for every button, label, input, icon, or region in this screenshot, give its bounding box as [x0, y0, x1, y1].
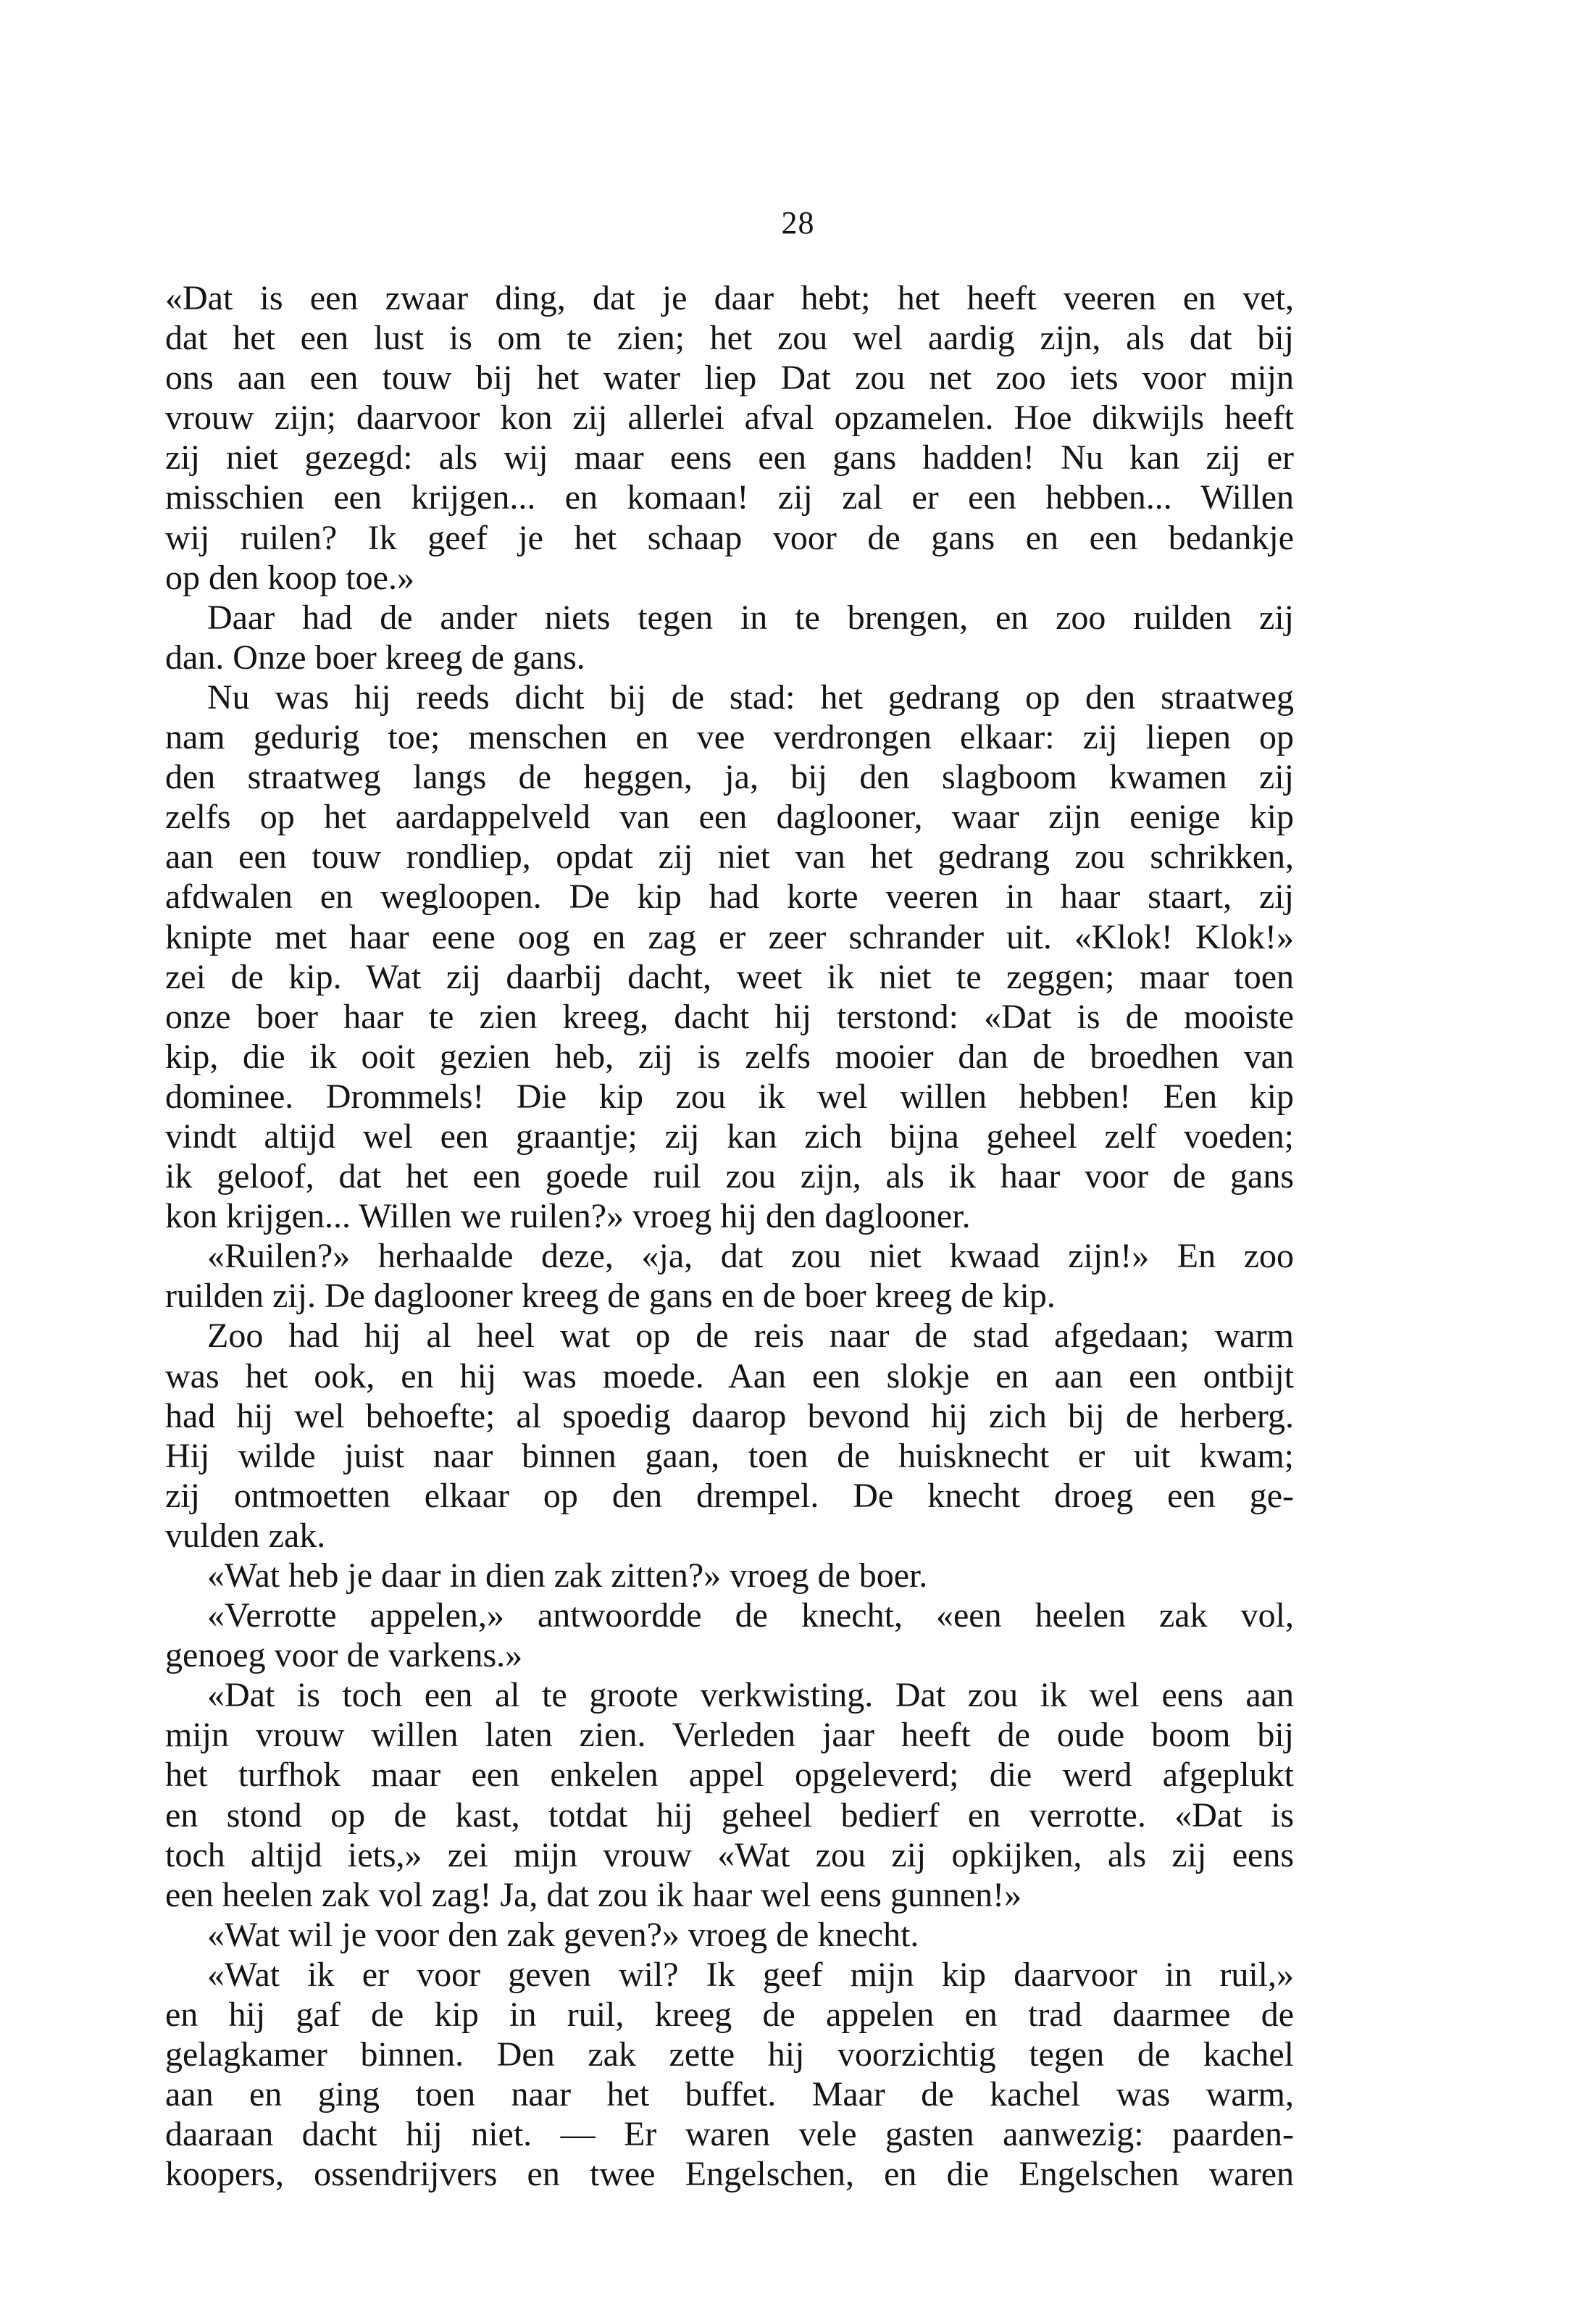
text-line: «Dat is toch een al te groote verkwisting. Dat zou ik wel eens aan	[207, 1676, 1294, 1715]
text-line: het turfhok maar een enkelen appel opgeleverd; die werd afgeplukt	[165, 1756, 1294, 1795]
text-line: dominee. Drommels! Die kip zou ik wel willen hebben! Een kip	[165, 1077, 1294, 1116]
text-line: en hij gaf de kip in ruil, kreeg de appelen en trad daarmee de	[165, 1995, 1294, 2035]
text-line: «Dat is een zwaar ding, dat je daar hebt; het heeft veeren en vet,	[165, 279, 1294, 317]
text-line: aan een touw rondliep, opdat zij niet van het gedrang zou schrikken,	[165, 838, 1294, 877]
text-line: afdwalen en wegloopen. De kip had korte veeren in haar staart, zij	[165, 877, 1294, 917]
text-line: vrouw zijn; daarvoor kon zij allerlei afval opzamelen. Hoe dikwijls heeft	[165, 399, 1294, 438]
text-line: een heelen zak vol zag! Ja, dat zou ik haar wel eens gunnen!»	[165, 1875, 1022, 1914]
text-line: Daar had de ander niets tegen in te brengen, en zoo ruilden zij	[207, 598, 1294, 637]
text-line: «Verrotte appelen,» antwoordde de knecht, «een heelen zak vol,	[207, 1596, 1294, 1635]
text-line: op den koop toe.»	[165, 558, 414, 597]
text-line: was het ook, en hij was moede. Aan een slokje en aan een ontbijt	[165, 1356, 1294, 1395]
page-number: 28	[781, 205, 815, 241]
text-line: mijn vrouw willen laten zien. Verleden jaar heeft de oude boom bij	[165, 1716, 1294, 1755]
text-line: aan en ging toen naar het buffet. Maar de kachel was warm,	[165, 2075, 1294, 2114]
text-line: vindt altijd wel een graantje; zij kan zich bijna geheel zelf voeden;	[165, 1117, 1294, 1156]
text-line: misschien een krijgen... en komaan! zij zal er een hebben... Willen	[165, 478, 1294, 517]
text-line: zij niet gezegd: als wij maar eens een gans hadden! Nu kan zij er	[165, 438, 1294, 477]
text-line: dat het een lust is om te zien; het zou wel aardig zijn, als dat bij	[165, 319, 1294, 358]
body-text	[165, 278, 1294, 2195]
text-line: Zoo had hij al heel wat op de reis naar de stad afgedaan; warm	[207, 1317, 1294, 1356]
text-line: onze boer haar te zien kreeg, dacht hij terstond: «Dat is de mooiste	[165, 997, 1294, 1036]
text-line: genoeg voor de varkens.»	[165, 1636, 523, 1675]
text-line: kip, die ik ooit gezien heb, zij is zelfs mooier dan de broedhen van	[165, 1037, 1294, 1076]
text-line: wij ruilen? Ik geef je het schaap voor de gans en een bedankje	[165, 518, 1294, 557]
text-line: Hij wilde juist naar binnen gaan, toen de huisknecht er uit kwam;	[165, 1436, 1294, 1475]
text-line: kon krijgen... Willen we ruilen?» vroeg hij den daglooner.	[165, 1197, 971, 1236]
text-line: koopers, ossendrijvers en twee Engelschen, en die Engelschen waren	[165, 2155, 1294, 2194]
text-line: had hij wel behoefte; al spoedig daarop bevond hij zich bij de herberg.	[165, 1396, 1294, 1435]
text-line: ons aan een touw bij het water liep Dat zou net zoo iets voor mijn	[165, 359, 1294, 398]
text-line: ruilden zij. De daglooner kreeg de gans en de boer kreeg de kip.	[165, 1277, 1056, 1316]
text-line: zei de kip. Wat zij daarbij dacht, weet ik niet te zeggen; maar toen	[165, 957, 1294, 996]
text-line: nam gedurig toe; menschen en vee verdrongen elkaar: zij liepen op	[165, 718, 1294, 757]
text-line: dan. Onze boer kreeg de gans.	[165, 638, 585, 677]
text-line: Nu was hij reeds dicht bij de stad: het gedrang op den straatweg	[207, 677, 1294, 717]
text-line: toch altijd iets,» zei mijn vrouw «Wat zou zij opkijken, als zij eens	[165, 1835, 1294, 1874]
text-line: ik geloof, dat het een goede ruil zou zijn, als ik haar voor de gans	[165, 1157, 1294, 1196]
text-line: knipte met haar eene oog en zag er zeer schrander uit. «Klok! Klok!»	[165, 917, 1294, 956]
text-line: «Ruilen?» herhaalde deze, «ja, dat zou niet kwaad zijn!» En zoo	[207, 1237, 1294, 1276]
text-line: zelfs op het aardappelveld van een daglooner, waar zijn eenige kip	[165, 798, 1294, 837]
text-line: «Wat wil je voor den zak geven?» vroeg de knecht.	[207, 1915, 919, 1954]
text-line: vulden zak.	[165, 1516, 326, 1555]
text-line: «Wat ik er voor geven wil? Ik geef mijn kip daarvoor in ruil,»	[207, 1955, 1294, 1994]
text-line: «Wat heb je daar in dien zak zitten?» vroeg de boer.	[207, 1556, 928, 1595]
text-line: zij ontmoetten elkaar op den drempel. De knecht droeg een ge-	[165, 1476, 1294, 1515]
text-line: den straatweg langs de heggen, ja, bij den slagboom kwamen zij	[165, 758, 1294, 797]
text-line: gelagkamer binnen. Den zak zette hij voorzichtig tegen de kachel	[165, 2035, 1294, 2074]
text-line: daaraan dacht hij niet. — Er waren vele gasten aanwezig: paarden-	[165, 2115, 1294, 2154]
text-line: en stond op de kast, totdat hij geheel bedierf en verrotte. «Dat is	[165, 1795, 1294, 1835]
